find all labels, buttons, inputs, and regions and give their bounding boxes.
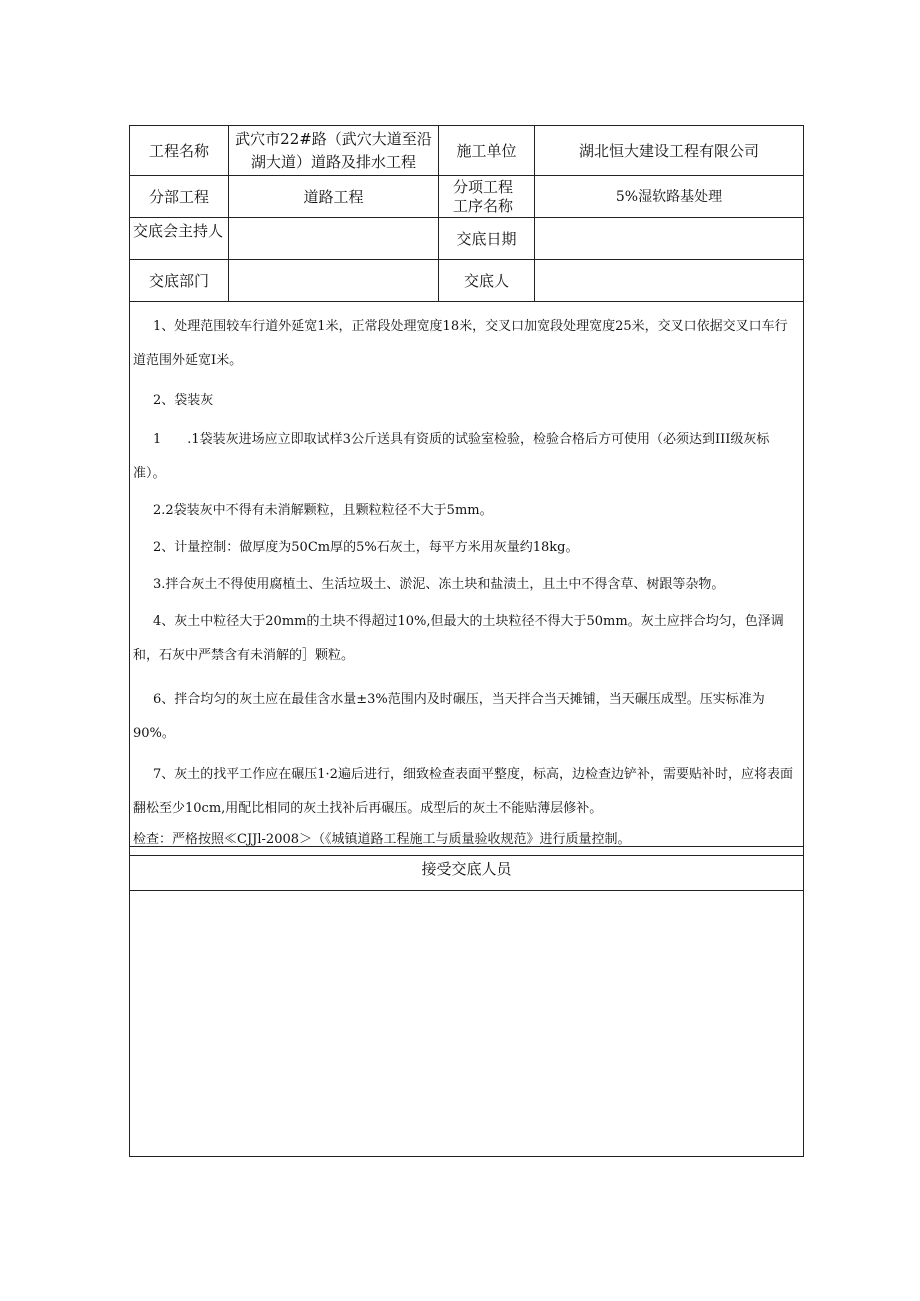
- host-value: [229, 218, 439, 259]
- paragraph-2: 2、袋装灰: [153, 393, 214, 408]
- briefer-label: 交底人: [439, 260, 535, 301]
- department-label: 交底部门: [130, 260, 229, 301]
- paragraph-9: 7、灰土的找平工作应在碾压1·2遍后进行，细致检查表面平整度，标高，边检查边铲补，需要贴补时，应将表面翻松至少10cm,用配比相同的灰土找补后再碾压。成型后的灰土不能贴薄层修补。: [133, 767, 793, 816]
- construction-unit-label: 施工单位: [439, 126, 535, 175]
- date-label: 交底日期: [439, 218, 535, 259]
- construction-unit-value: 湖北恒大建设工程有限公司: [578, 141, 759, 160]
- row-host: [130, 218, 803, 260]
- subitem-value: 5%湿软路基处理: [615, 188, 723, 205]
- paragraph-6: 3.拌合灰土不得使用腐植土、生活垃圾土、淤泥、冻土块和盐渍土，且土中不得含草、树跟等杂物。: [153, 577, 725, 592]
- paragraph-3: 1 .1袋装灰进场应立即取试样3公斤送具有资质的试验室检验，检验合格后方可使用（必须达到III级灰标准）。: [133, 432, 770, 481]
- paragraph-5: 2、计量控制：做厚度为50Cm厚的5%石灰土，每平方米用灰量约18kg。: [153, 540, 579, 555]
- division-value: 道路工程: [229, 176, 439, 217]
- host-label: 交底会主持人: [130, 218, 229, 259]
- subitem-label: 分项工程工序名称: [439, 176, 535, 217]
- paragraph-7: 4、灰土中粒径大于20mm的土块不得超过10%,但最大的土块粒径不得大于50mm。灰土应拌合均匀，色泽调和，石灰中严禁含有未消解的］颗粒。: [133, 614, 784, 663]
- receivers-label: 接受交底人员: [130, 847, 803, 891]
- paragraph-4: 2.2袋装灰中不得有未消解颗粒，且颗粒粒径不大于5mm。: [153, 503, 493, 518]
- handover-form: [129, 125, 804, 856]
- receivers-signature-area: [130, 891, 803, 1156]
- row-division: [130, 176, 803, 218]
- project-name-label: 工程名称: [130, 126, 229, 175]
- row-project: [130, 126, 803, 176]
- paragraph-check: 检查：严格按照≪CJJl-2008＞（《城镇道路工程施工与质量验收规范》进行质量控制。: [133, 832, 631, 847]
- paragraph-1: 1、处理范围较车行道外延宽1米，正常段处理宽度18米，交叉口加宽段处理宽度25米，交叉口依据交叉口车行道范围外延宽I米。: [133, 319, 788, 368]
- division-label: 分部工程: [130, 176, 229, 217]
- briefing-content: [130, 302, 803, 856]
- briefer-value: [535, 260, 803, 301]
- department-value: [229, 260, 439, 301]
- paragraph-8: 6、拌合均匀的灰土应在最佳含水量±3%范围内及时碾压，当天拌合当天摊铺，当天碾压成型。压实标准为90%。: [133, 692, 765, 741]
- row-department: [130, 260, 803, 302]
- project-name-value: 武穴市22#路（武穴大道至沿湖大道）道路及排水工程: [229, 126, 439, 175]
- date-value: [535, 218, 803, 259]
- receivers-section: [129, 846, 804, 1157]
